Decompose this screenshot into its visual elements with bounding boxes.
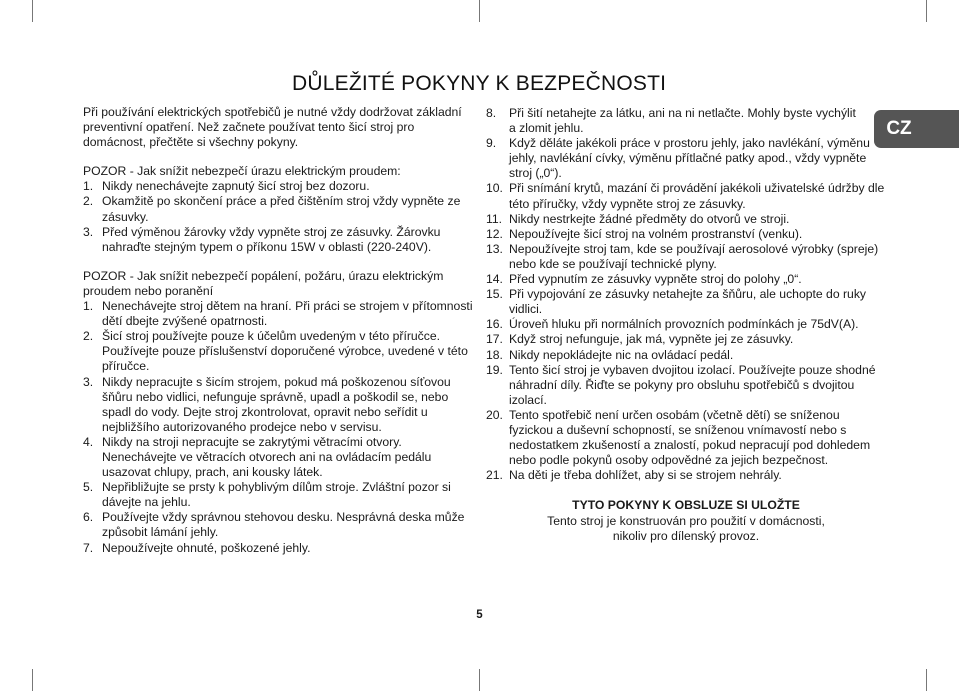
list-item: 15. Při vypojování ze zásuvky netahejte za šňůru, ale uchopte do ruky vidlici. (486, 287, 867, 317)
list-item: 3. Před výměnou žárovky vždy vypněte stroj ze zásuvky. Žárovku nahraďte stejným typem o příkonu 15W v oblasti (220-240V). (83, 224, 441, 254)
list-item: 19. Tento šicí stroj je vybaven dvojitou izolací. Používejte pouze shodné náhradní díly. Řiďte se pokyny pro obsluhu spotřebičů s dvojitou izolací. (486, 362, 876, 407)
warning-electric-heading: POZOR - Jak snížit nebezpečí úrazu elektrickým proudem: (83, 164, 401, 179)
list-item: 6. Používejte vždy správnou stehovou desku. Nesprávná deska může způsobit lámání jehly. (83, 510, 465, 540)
intro-paragraph: Při používání elektrických spotřebičů je nutné vždy dodržovat základní preventivní opatření. Než začnete používat tento šicí stroj pro domácnost, přečtěte si všechny pokyny. (83, 105, 462, 150)
right-column (486, 106, 886, 544)
footer-text: Tento stroj je konstruován pro použití v domácnosti, (547, 513, 825, 528)
page-number: 5 (476, 609, 483, 621)
list-item: 11. Nikdy nestrkejte žádné předměty do otvorů ve stroji. (486, 211, 790, 226)
list-item: 12. Nepoužívejte šicí stroj na volném prostranství (venku). (486, 226, 803, 241)
crop-mark (479, 0, 480, 22)
list-item: 20. Tento spotřebič není určen osobám (včetně dětí) se sníženou fyzickou a duševní schopností, se sníženou vnímavostí nebo s nedostatkem zkušeností a znalostí, pokud nepracují pod dohledem nebo podle pokynů osoby odpovědné za jejich bezpečnost. (486, 407, 871, 468)
list-item: 7. Nepoužívejte ohnuté, poškozené jehly. (83, 540, 311, 555)
language-tab: CZ (874, 110, 924, 148)
crop-mark (32, 669, 33, 691)
list-item: 2. Okamžitě po skončení práce a před čištěním stroj vždy vypněte ze zásuvky. (83, 194, 461, 224)
footer-heading: TYTO POKYNY K OBSLUZE SI ULOŽTE (572, 498, 800, 513)
list-item: 14. Před vypnutím ze zásuvky vypněte stroj do polohy „0“. (486, 272, 802, 287)
list-item: 2. Šicí stroj používejte pouze k účelům uvedeným v této příručce. Používejte pouze příslušenství doporučené výrobce, uvedené v této příručce. (83, 329, 468, 374)
crop-mark (479, 669, 480, 691)
left-column (83, 105, 473, 556)
list-item: 4. Nikdy na stroji nepracujte se zakrytými větracími otvory. Nenechávejte ve větracích otvorech ani na ovládacím pedálu usazovat chlupy, prach, ani kousky látek. (83, 434, 432, 480)
list-item: 17. Když stroj nefunguje, jak má, vypněte jej ze zásuvky. (486, 332, 794, 347)
list-item: 1. Nenechávejte stroj dětem na hraní. Při práci se strojem v přítomnosti dětí dbejte zvýšené opatrnosti. (83, 299, 473, 329)
page-title: DŮLEŽITÉ POKYNY K BEZPEČNOSTI (292, 72, 667, 95)
list-item: 18. Nikdy nepokládejte nic na ovládací pedál. (486, 347, 734, 362)
list-item: 8. Při šití netahejte za látku, ani na ni netlačte. Mohly byste vychýlit a zlomit jehlu. (486, 106, 856, 136)
list-item: 13. Nepoužívejte stroj tam, kde se používají aerosolové výrobky (spreje) nebo kde se používají technické plyny. (486, 241, 879, 271)
crop-mark (32, 0, 33, 22)
list-item: 10. Při snímání krytů, mazání či provádění jakékoli uživatelské údržby dle této příručky, vždy vypněte stroj ze zásuvky. (486, 181, 885, 211)
list-item: 1. Nikdy nenechávejte zapnutý šicí stroj bez dozoru. (83, 179, 370, 194)
crop-mark (926, 0, 927, 22)
list-item: 5. Nepřibližujte se prsty k pohyblivým dílům stroje. Zvláštní pozor si dávejte na jehlu. (83, 480, 451, 510)
footer-text: nikoliv pro dílenský provoz. (612, 528, 760, 543)
list-item: 3. Nikdy nepracujte s šicím strojem, pokud má poškozenou síťovou šňůru nebo vidlici, nefunguje správně, upadl a poškodil se, nebo spadl do vody. Dejte stroj zkontrolovat, opravit nebo seřídit u nejbližšího autorizovaného prodejce nebo v servisu. (83, 374, 451, 434)
crop-mark (926, 669, 927, 691)
list-item: 16. Úroveň hluku při normálních provozních podmínkách je 75dV(A). (486, 317, 859, 332)
list-item: 21. Na děti je třeba dohlížet, aby si se strojem nehrály. (486, 468, 782, 483)
list-item: 9. Když děláte jakékoli práce v prostoru jehly, jako navlékání, výměnu jehly, navlékání cívky, výměnu přítlačné patky apod., vždy vypněte stroj („0“). (486, 136, 870, 181)
warning-burn-heading: POZOR - Jak snížit nebezpečí popálení, požáru, úrazu elektrickým proudem nebo poranění (83, 268, 444, 298)
